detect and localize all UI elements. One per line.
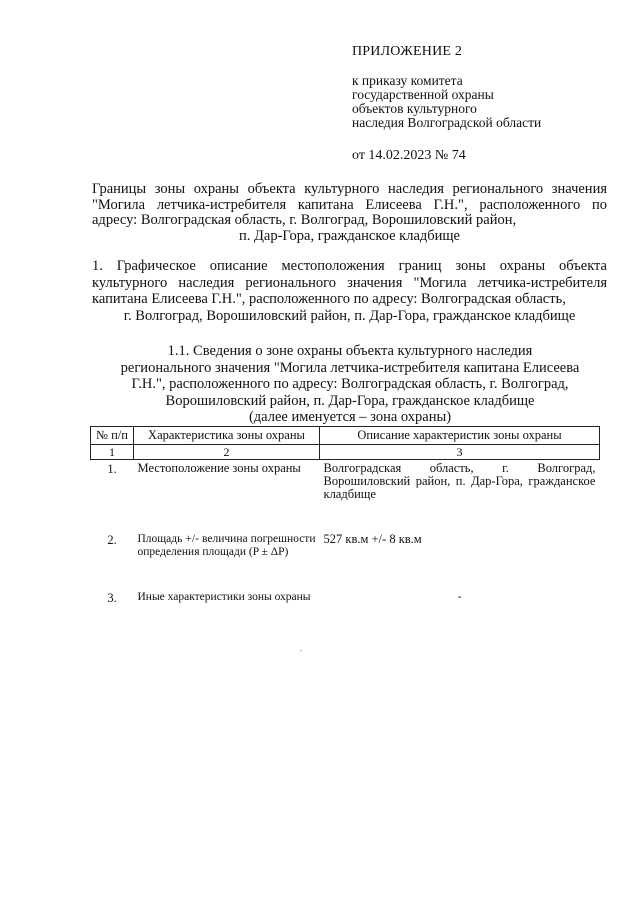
scan-speck [300, 650, 302, 651]
section-1-heading [92, 258, 607, 324]
section-1-body: 1. Графическое описание местоположения границ зоны охраны объекта культурного наследия регионального значения "Могила летчика-истребителя капитана Елисеева Г.Н.", расположенного по адресу: Волгоградская область, [92, 258, 607, 307]
appendix-block [352, 44, 612, 164]
subsection-line: 1.1. Сведения о зоне охраны объекта культурного наследия [167, 343, 533, 359]
row-characteristic: Иные характеристики зоны охраны [137, 591, 311, 603]
zone-characteristics-table [90, 426, 600, 608]
row-description: Волгоградская область, г. Волгоград, Ворошиловский район, п. Дар-Гора, гражданское кладбище [323, 461, 596, 501]
row-description: - [457, 591, 462, 603]
header-number: № п/п [91, 427, 134, 445]
appendix-line: к приказу комитета [352, 73, 463, 88]
appendix-line: объектов культурного [352, 101, 477, 116]
subsection-line: регионального значения "Могила летчика-истребителя капитана Елисеева [120, 359, 580, 376]
column-number: 2 [134, 445, 320, 460]
document-title-body: Границы зоны охраны объекта культурного наследия регионального значения "Могила летчика-истребителя капитана Елисеева Г.Н.", расположенного по адресу: Волгоградская область, г. Волгоград, Ворошиловский район, [92, 181, 607, 228]
table-row [91, 589, 600, 608]
appendix-line: наследия Волгоградской области [352, 115, 542, 130]
table-row [91, 531, 600, 561]
subsection-1-1-heading [100, 343, 600, 426]
table-column-numbers-row [91, 445, 600, 460]
row-number: 3. [107, 591, 117, 605]
row-characteristic: Местоположение зоны охраны [137, 461, 301, 475]
subsection-line: Ворошиловский район, п. Дар-Гора, гражданское кладбище [165, 392, 535, 409]
appendix-date: от 14.02.2023 № 74 [352, 148, 466, 163]
subsection-line: (далее именуется – зона охраны) [248, 409, 452, 425]
column-number: 3 [320, 445, 600, 460]
column-number: 1 [91, 445, 134, 460]
row-number: 1. [107, 462, 117, 476]
table-header-row [91, 427, 600, 445]
section-1-last-line: г. Волгоград, Ворошиловский район, п. Дар-Гора, гражданское кладбище [123, 307, 576, 324]
row-characteristic: Площадь +/- величина погрешности определения площади (P ± ΔP) [137, 533, 316, 558]
header-description: Описание характеристик зоны охраны [320, 427, 600, 445]
row-number: 2. [107, 533, 117, 547]
header-characteristic: Характеристика зоны охраны [134, 427, 320, 445]
appendix-line: государственной охраны [352, 87, 494, 102]
document-title-last-line: п. Дар-Гора, гражданское кладбище [239, 227, 460, 244]
appendix-title: ПРИЛОЖЕНИЕ 2 [352, 44, 463, 59]
row-description: 527 кв.м +/- 8 кв.м [323, 532, 422, 546]
subsection-line: Г.Н.", расположенного по адресу: Волгоградская область, г. Волгоград, [131, 376, 569, 392]
table-row [91, 460, 600, 504]
document-title [92, 182, 607, 244]
